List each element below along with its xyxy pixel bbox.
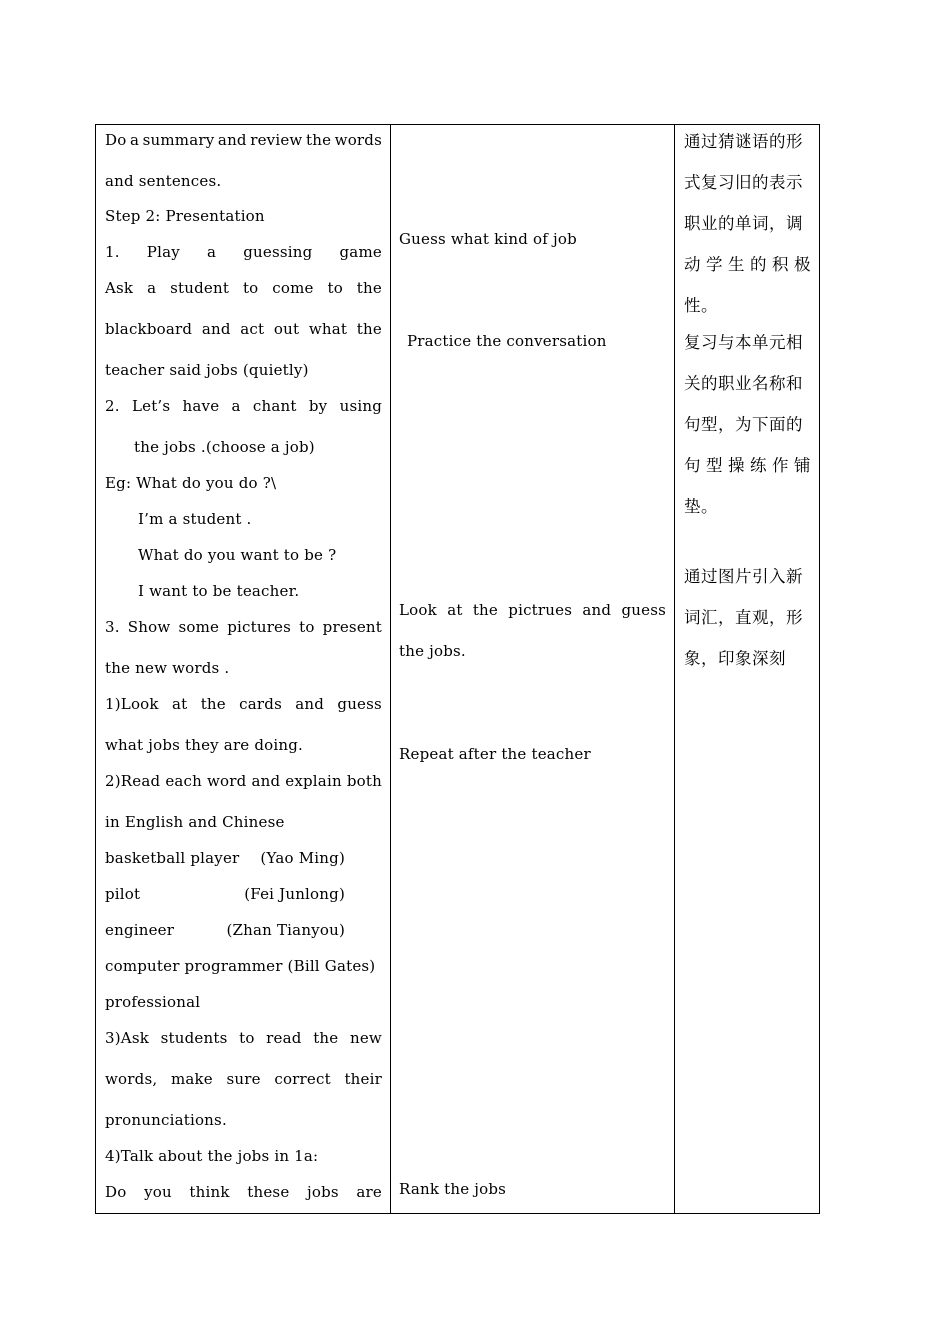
word: 3)Ask — [105, 1029, 150, 1047]
word: summary — [142, 131, 215, 149]
word: chant — [252, 397, 297, 415]
word: the — [356, 320, 382, 338]
word: at — [172, 695, 188, 713]
word: make — [170, 1070, 213, 1088]
word: Play — [146, 243, 180, 261]
char: 作 — [772, 456, 789, 475]
char: 句 — [684, 456, 701, 475]
teacher-activity-line — [105, 131, 382, 149]
design-intent-column — [675, 125, 819, 1213]
word: a — [231, 397, 241, 415]
student-activity-column — [391, 125, 675, 1213]
teacher-activity-line: professional — [105, 993, 201, 1011]
word: what — [308, 320, 348, 338]
teacher-activity-line: Eg: What do you do ?\ — [105, 474, 277, 492]
teacher-activity-line — [105, 320, 382, 338]
word: to — [299, 618, 315, 636]
word: at — [447, 601, 463, 619]
word: you — [144, 1183, 172, 1201]
teacher-activity-line: What do you want to be ? — [138, 546, 337, 564]
teacher-activity-line: the jobs .(choose a job) — [134, 438, 315, 456]
design-intent-line: 式复习旧的表示 — [684, 173, 803, 192]
word: 3. — [105, 618, 120, 636]
word: to — [242, 279, 259, 297]
char: 积 — [772, 255, 789, 274]
word: out — [273, 320, 300, 338]
word: the — [200, 695, 226, 713]
teacher-activity-line — [105, 772, 382, 790]
word: a — [206, 243, 217, 261]
teacher-activity-line — [105, 1070, 382, 1088]
char: 学 — [706, 255, 723, 274]
word: (Yao Ming) — [260, 849, 345, 867]
word: blackboard — [105, 320, 193, 338]
teacher-activity-line — [105, 279, 382, 297]
word: using — [339, 397, 382, 415]
design-intent-line: 垫。 — [684, 497, 718, 516]
teacher-activity-line — [105, 1183, 382, 1201]
char: 的 — [750, 255, 767, 274]
char: 操 — [728, 456, 745, 475]
teacher-activity-line — [105, 397, 382, 415]
word: explain — [285, 772, 342, 790]
word: both — [346, 772, 382, 790]
word: new — [349, 1029, 382, 1047]
word: each — [165, 772, 202, 790]
teacher-activity-line: Step 2: Presentation — [105, 207, 265, 225]
look-pictures-text — [399, 601, 666, 619]
design-intent-line: 复习与本单元相 — [684, 333, 803, 352]
word: guess — [621, 601, 666, 619]
teacher-activity-line: in English and Chinese — [105, 813, 285, 831]
word: 1)Look — [105, 695, 159, 713]
word: sure — [226, 1070, 261, 1088]
word: (Fei Junlong) — [244, 885, 345, 903]
design-intent-line: 性。 — [684, 296, 718, 315]
design-intent-line: 职业的单词，调 — [684, 214, 803, 233]
word: the — [472, 601, 498, 619]
char: 练 — [750, 456, 767, 475]
word: and — [217, 131, 247, 149]
teacher-activity-column — [96, 125, 391, 1213]
word: these — [247, 1183, 290, 1201]
word: to — [239, 1029, 255, 1047]
teacher-activity-line: pronunciations. — [105, 1111, 227, 1129]
teacher-activity-line: the new words . — [105, 659, 230, 677]
word: Ask — [105, 279, 134, 297]
word: guessing — [243, 243, 313, 261]
design-intent-line — [684, 251, 811, 275]
word: the — [313, 1029, 339, 1047]
teacher-activity-line — [105, 1029, 382, 1047]
word: Let’s — [131, 397, 171, 415]
word: their — [344, 1070, 382, 1088]
word: Look — [399, 601, 437, 619]
design-intent-line: 象，印象深刻 — [684, 649, 786, 668]
word: 2)Read — [105, 772, 161, 790]
word: present — [322, 618, 382, 636]
word: and — [201, 320, 231, 338]
look-pictures-text-cont: the jobs. — [399, 642, 466, 660]
teacher-activity-line: 4)Talk about the jobs in 1a: — [105, 1147, 319, 1165]
word: the — [305, 131, 332, 149]
guess-job-text: Guess what kind of job — [399, 230, 577, 248]
word: game — [339, 243, 382, 261]
design-intent-line: 词汇，直观，形 — [684, 608, 803, 627]
char: 极 — [794, 255, 811, 274]
word: 1. — [105, 243, 120, 261]
word: words, — [105, 1070, 158, 1088]
char: 生 — [728, 255, 745, 274]
word: students — [160, 1029, 228, 1047]
word: by — [308, 397, 328, 415]
word: come — [272, 279, 314, 297]
word: student — [170, 279, 230, 297]
teacher-activity-line — [105, 695, 382, 713]
teacher-activity-line — [105, 849, 345, 867]
teacher-activity-line — [105, 618, 382, 636]
word: words — [334, 131, 382, 149]
word: read — [266, 1029, 302, 1047]
word: Show — [127, 618, 171, 636]
teacher-activity-line: and sentences. — [105, 172, 222, 190]
teacher-activity-line: what jobs they are doing. — [105, 736, 304, 754]
word: are — [356, 1183, 382, 1201]
word: a — [147, 279, 157, 297]
word: think — [189, 1183, 230, 1201]
word: guess — [337, 695, 382, 713]
char: 铺 — [794, 456, 811, 475]
teacher-activity-line: I’m a student . — [138, 510, 252, 528]
teacher-activity-line — [105, 885, 345, 903]
repeat-teacher-text: Repeat after the teacher — [399, 745, 591, 763]
design-intent-line: 通过猜谜语的形 — [684, 132, 803, 151]
teacher-activity-line: teacher said jobs (quietly) — [105, 361, 309, 379]
word: act — [240, 320, 265, 338]
word: engineer — [105, 921, 175, 939]
practice-conversation-text: Practice the conversation — [407, 332, 607, 350]
word: have — [182, 397, 220, 415]
word: jobs — [307, 1183, 339, 1201]
word: Do — [105, 131, 127, 149]
word: correct — [274, 1070, 331, 1088]
lesson-plan-table — [95, 124, 820, 1214]
word: 2. — [105, 397, 120, 415]
word: word — [207, 772, 247, 790]
teacher-activity-line: computer programmer (Bill Gates) — [105, 957, 376, 975]
teacher-activity-line: I want to be teacher. — [138, 582, 300, 600]
word: and — [295, 695, 325, 713]
word: basketball player — [105, 849, 240, 867]
word: the — [356, 279, 382, 297]
char: 型 — [706, 456, 723, 475]
design-intent-line: 关的职业名称和 — [684, 374, 803, 393]
word: pictrues — [508, 601, 573, 619]
char: 动 — [684, 255, 701, 274]
word: and — [582, 601, 612, 619]
word: pictures — [227, 618, 292, 636]
word: pilot — [105, 885, 141, 903]
word: to — [327, 279, 343, 297]
word: and — [251, 772, 281, 790]
word: (Zhan Tianyou) — [226, 921, 345, 939]
word: a — [129, 131, 140, 149]
rank-jobs-text: Rank the jobs — [399, 1180, 507, 1198]
design-intent-line: 通过图片引入新 — [684, 567, 803, 586]
word: some — [178, 618, 220, 636]
teacher-activity-line — [105, 921, 345, 939]
word: review — [250, 131, 303, 149]
word: cards — [239, 695, 282, 713]
teacher-activity-line — [105, 243, 382, 261]
design-intent-line — [684, 452, 811, 476]
design-intent-line: 句型，为下面的 — [684, 415, 803, 434]
word: Do — [105, 1183, 127, 1201]
